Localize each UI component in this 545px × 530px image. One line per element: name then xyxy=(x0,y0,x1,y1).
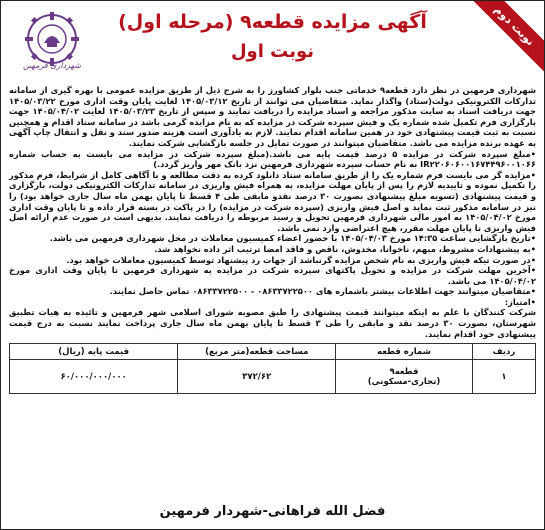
price-cell: ۶۰/۰۰۰/۰۰۰/۰۰۰ xyxy=(10,360,178,394)
table-header-cell: شماره قطعه xyxy=(336,344,473,360)
body-paragraph: •در صورت تیکه فیش واریزی به نام شخص مزایده گرنباشد از جهات رد پیشنهاد توسط کمیسیون معاملات خواهد بود. xyxy=(66,254,536,265)
table-header-cell: قیمت پایه (ریال) xyxy=(10,344,178,360)
body-paragraph: •مزایده گر می بایست فرم شماره یک را از طریق سامانه ستاد دانلود کرده به دقت مطالعه و با آگاهی کامل از شرایط، فرم مذکور را تکمیل نموده و تاییدیه لازم را پس از پایان مهلت مزایده، به همراه فیش واریزی در سامانه تدارکات الکترونیکی دولت، بارگزاری و قیمت پیشنهادی (تسویه مبلغ پیشنهادی بصورت ۳۰ درصد نقدو مابقی طی ۴ قسط تا پایان بهمن ماه سال جاری خواهد بود) را نیز در سامانه مذکور ثبت نماید و اصل فیش واریزی (سپرده شرکت در مزایده) را در پاکت در بسته قرار داده و تا پایان وقت اداری مورخ ۱۴۰۵/۰۴/۰۲ به امور مالی شهرداری فرمهین تحویل و رسید مربوطه را دریافت نمایند. بدیهی است در صورت عدم ارائه اصل فیش واریزی تا پایان مهلت مقرر، هیچ اعتراضی وارد نمی باشد. xyxy=(9,169,537,233)
body-paragraph: •متقاضیان میتوانند جهت اطلاعات بیشتر باشماره های ۰۸۶۳۳۷۲۲۵۰۰ - ۰۸۶۳۳۷۲۲۵۰۰ تماس حاصل نمایند. xyxy=(109,286,536,297)
body-paragraph: •به پیشنهادات مشروط، مبهم، ناخوانا، مخدوش، ناقص و فاقد امضا ترتیب اثر داده نخواهد شد. xyxy=(154,243,536,254)
plot-number: قطعه۹ xyxy=(389,366,419,377)
body-paragraph: •تاریخ بازگشایی ساعت ۱۴:۳۵ مورخ ۱۴۰۵/۰۴/۰۳ با حضور اعضاء کمیسیون معاملات در محل شهرداری فرمهین می باشد. xyxy=(49,233,536,244)
notice-subtitle: نوبت اول xyxy=(230,41,315,62)
plot-cell xyxy=(336,360,473,394)
signature-footer: فضل الله فراهانی-شهردار فرمهین xyxy=(159,504,386,519)
logo-text: شهرداری فرمهین xyxy=(23,61,81,70)
row-number-cell: ۱ xyxy=(472,360,535,394)
body-paragraph: •امتیاز: xyxy=(504,296,536,307)
header xyxy=(1,1,544,85)
notice-body xyxy=(1,85,544,339)
notice-title: آگهی مزایده قطعه۹ (مرحله اول) xyxy=(118,11,427,33)
table-header-cell: مساحت قطعه(متر مربع) xyxy=(178,344,336,360)
body-paragraph: شهرداری فرمهین در نظر دارد قطعه۹ خدماتی جنب بلوار کشاورز را به شرح ذیل از طریق مزایده عمومی با بهره گیری از سامانه تدارکات الکترونیکی دولت(ستاد) واگذار نماید. متقاضیان می توانند از تاریخ ۱۴۰۵/۰۳/۱۲ لغایت پایان وقت اداری مورخ ۱۴۰۵/۰۳/۲۲ جهت دریافت اسناد به سایت مذکور مراجعه و اسناد مزایده را دریافت نمایند و سپس از تاریخ ۱۴۰۵/۰۳/۲۳ لغایت ۱۴۰۵/۰۴/۰۲ جهت بارگزاری فرم تکمیل شده شماره یک و فیش سپرده شرکت در مزایده که به نام مزایده گرمی باشد در سامانه ستاد اقدام و همچنین نسبت به ثبت قیمت پیشنهادی خود در همین سامانه اقدام نمایند. لازم به یادآوری است هزینه صدور سند و نقل و انتقال چاپ آگهی به عهده برنده مزایده می باشد. متقاضیان میتوانند در صورت تمایل در جلسه بازگشایی شرکت نمایند. xyxy=(9,85,536,148)
body-paragraph: •آخرین مهلت شرکت در مزایده و تحویل پاکتهای سپرده شرکت در مزایده به شهرداری فرمهین تا پایان وقت اداری مورخ ۱۴۰۵/۰۴/۰۲ می باشد. xyxy=(9,265,536,286)
ribbon-badge: نوبت دوم xyxy=(464,0,545,76)
table-header-row xyxy=(10,344,536,360)
area-cell: ۳۷۲/۶۲ xyxy=(178,360,336,394)
body-paragraph: •مبلغ سپرده شرکت در مزایده ۵ درصد قیمت پایه می باشد.(مبلغ سپرده شرکت در مزایده می بایست به حساب شماره IR۲۲۰۶۰۶۰۰۱۶۷۴۴۹۶۰۰۱۰۶۶ به نام حساب سپرده شهرداری فرمهین نزد بانک مهر واریز گردد.) xyxy=(9,148,536,170)
body-paragraph: شرکت کنندگان با علم به اینکه میتوانند قیمت پیشنهادی را طبق مصوبه شورای اسلامی شهر فرمهین و تائیده به هیات تطبیق شهرستان، بصورت ۳۰ درصد نقد و مابقی را طی ۳ قسط تا پایان بهمن ماه سال جاری پرداخت نمایند نسبت به درج قیمت پیشنهادی خود اقدام نمایند. xyxy=(9,307,536,339)
table-header-cell: ردیف xyxy=(472,344,535,360)
auction-table xyxy=(9,343,536,394)
plot-use: (تجاری-مسکونی) xyxy=(367,376,441,387)
table-row xyxy=(10,360,536,394)
